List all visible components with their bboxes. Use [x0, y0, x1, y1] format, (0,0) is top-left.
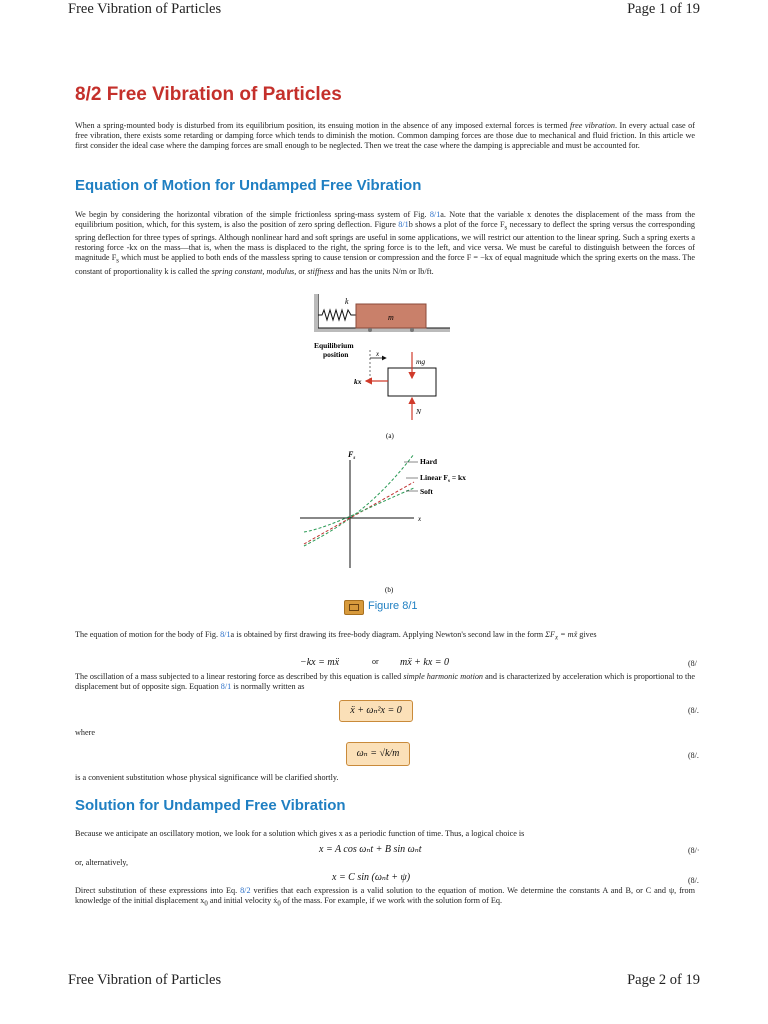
page-header [0, 1, 768, 21]
header-title: Free Vibration of Particles [68, 1, 222, 17]
soft-spring-curve [304, 488, 414, 532]
legend-linear: Linear $F_s$ = kx [420, 473, 466, 484]
normal-N-label: N [416, 407, 422, 416]
p1-text-6: and has the units N/m or lb/ft. [333, 266, 434, 276]
paragraph-shm [75, 672, 695, 692]
p3-em-shm: simple harmonic motion [403, 672, 484, 681]
equilibrium-label: Equilibrium [314, 341, 354, 350]
equation-1-right: mẍ + kx = 0 [400, 657, 450, 668]
equation-4: x = A cos ωₙt + B sin ωₙt [319, 844, 422, 855]
spring-icon [318, 310, 356, 320]
p3-text-1: The oscillation of a mass subjected to a linear restoring force as described by this equation is called [75, 672, 404, 681]
paragraph-alternatively: or, alternatively, [75, 858, 129, 867]
legend-hard: Hard [420, 457, 438, 466]
equation-2-box: ẍ + ωₙ²x = 0 [339, 700, 413, 722]
p1-em-stiffness: stiffness [307, 266, 334, 276]
p2-text-1: The equation of motion for the body of Fig. [75, 630, 221, 639]
intro-paragraph [75, 121, 695, 151]
p2-mx: = mẍ [558, 630, 578, 639]
kx-label: kx [354, 377, 362, 386]
link-eq-8-1[interactable]: 8/1 [220, 681, 232, 691]
p1-text-5: or [296, 266, 308, 276]
equation-2-number: (8/. [688, 706, 699, 715]
mass-m-label: m [388, 313, 394, 322]
where-text: where [75, 728, 96, 737]
equation-5: x = C sin (ωₙt + ψ) [332, 872, 411, 883]
free-body-diagram [314, 341, 436, 440]
page-footer [0, 972, 768, 992]
link-fig-8-1a-2[interactable]: 8/1 [220, 630, 231, 639]
equation-3-box: ωₙ = √k/m [346, 742, 410, 766]
intro-text-2: . In every actual case of free vibration, there exists some retarding or damping force which tends to diminish the motion. Common damping forces are those due to mechanical and fluid friction. In this article we first consider the ideal case where the damping forces are small enough to be neglected. Then we treat the case where the damping is appreciable and must be accounted for. [75, 121, 695, 150]
hard-spring-curve [304, 454, 414, 546]
paragraph-substitution: is a convenient substitution whose physical significance will be clarified shortly. [75, 773, 339, 782]
legend-soft: Soft [420, 487, 433, 496]
p7-text-4: of the mass. For example, if we work with the solution form of Eq. [280, 895, 503, 905]
equation-5-number: (8/. [688, 876, 699, 885]
paragraph-periodic: Because we anticipate an oscillatory motion, we look for a solution which gives x as a periodic function of time. Thus, a logical choice is [75, 829, 525, 838]
p1-text-4: which must be applied to both ends of the massless spring to cause tension or compression and the force F = −kx of equal magnitude which the spring exerts on the mass. The constant of proportionality k is called the [75, 253, 695, 276]
paragraph-spring-mass: We begin by considering the horizontal vibration of the simple frictionless spring-mass system of Fig. 8/1a. Note that the variable x denotes the displacement of the mass from the equilibrium position, which, for this system, is also the position of zero spring deflection. Figure 8/1b shows a plot of the force $F_s$ necessary to deflect the spring versus the corresponding spring deflection for three types of springs. Although nonlinear hard and soft springs are useful in some applications, we will restrict our attention to the linear spring. Such a spring exerts a restoring force -kx on the mass—that is, when the mass is displaced to the right, the spring force is to the left, and vice versa. We must be careful to distinguish between the forces of magnitude $F_s$ which must be applied to both ends of the massless spring to cause tension or compression and the force F = −kx of equal magnitude which the spring exerts on the mass. The constant of proportionality k is called the spring constant, modulus, or stiffness and has the units N/m or lb/ft. [75, 210, 696, 276]
spring-k-label: k [345, 297, 349, 306]
figure-enlarge-icon[interactable] [344, 600, 364, 615]
p3-text-2: and is characterized by acceleration which is proportional to the displacement but of opposite sign. Equation [75, 672, 695, 691]
figure-caption-link[interactable]: Figure 8/1 [368, 600, 418, 612]
p7-text-3: and initial velocity ẋ [207, 895, 278, 905]
equation-3-number: (8/. [688, 751, 699, 760]
linear-spring-line [304, 482, 414, 544]
link-fig-8-1a[interactable]: 8/1 [429, 210, 441, 219]
p2-text-3: gives [577, 630, 597, 639]
paragraph-equation-of-motion: The equation of motion for the body of Fig. 8/1a is obtained by first drawing its free-body diagram. Applying Newton's second law in the form $\Sigma F_x$ = mẍ gives [75, 630, 597, 642]
p2-text-2: a is obtained by first drawing its free-body diagram. Applying Newton's second law in the form [230, 630, 546, 639]
p7-text-1: Direct substitution of these expressions into Eq. [75, 886, 241, 895]
equation-1-number: (8/ [688, 659, 697, 668]
spring-mass-system [314, 294, 450, 332]
heading-undamped-equation: Equation of Motion for Undamped Free Vibration [75, 177, 422, 194]
p7-text-2: verifies that each expression is a valid solution to the equation of motion. We determine the constants A and B, or C and ψ, from knowledge of the initial displacement x [75, 886, 695, 905]
p1-text-3: b shows a plot of the force F [408, 219, 505, 229]
displacement-x-label: x [376, 350, 380, 358]
footer-title: Free Vibration of Particles [68, 972, 222, 988]
equation-1-left: −kx = mẍ [300, 657, 340, 668]
heading-solution-undamped: Solution for Undamped Free Vibration [75, 797, 346, 814]
p1-em-spring-constant: spring constant, modulus, [211, 266, 297, 276]
axis-Fs-label: $F_s$ [348, 450, 356, 461]
header-page-number: Page 1 of 19 [627, 1, 700, 17]
intro-text-1: When a spring-mounted body is disturbed from its equilibrium position, its ensuing motion in the absence of any imposed external forces is termed [75, 121, 570, 130]
equation-1-or: or [372, 657, 379, 666]
position-label: position [323, 350, 349, 359]
p1-text-1: We begin by considering the horizontal vibration of the simple frictionless spring-mass system of Fig. [75, 210, 430, 219]
paragraph-direct-substitution: Direct substitution of these expressions into Eq. 8/2 verifies that each expression is a valid solution to the equation of motion. We determine the constants A and B, or C and ψ, from knowledge of the initial displacement $x_0$ and initial velocity ẋ$_0$ of the mass. For example, if we work with the solution form of Eq. [75, 886, 695, 908]
p1-text-2: a. Note that the variable x denotes the displacement of the mass from the equilibrium position, which, for this system, is also the position of zero spring deflection. Figure [75, 210, 695, 229]
figure-8-1-diagram [290, 292, 510, 596]
intro-em-free-vibration: free vibration [569, 121, 615, 130]
mg-label: mg [416, 357, 426, 366]
link-eq-8-2[interactable]: 8/2 [240, 886, 251, 895]
p1-text-3b: necessary to deflect the spring versus the corresponding spring deflection for three types of springs. Although nonlinear hard and soft springs are useful in some applications, we will restrict our attention to the linear spring. Such a spring exerts a restoring force -kx on the mass—that is, when the mass is displaced to the right, the spring force is to the left, and vice versa. We must be careful to distinguish between the forces of magnitude F [75, 219, 696, 263]
fig-b-label: (b) [385, 586, 394, 594]
p3-text-3: is normally written as [231, 681, 305, 691]
footer-page-number: Page 2 of 19 [627, 972, 700, 988]
axis-x-label: x [418, 515, 422, 523]
section-title: 8/2 Free Vibration of Particles [75, 84, 342, 105]
fig-a-label: (a) [386, 432, 394, 440]
equation-4-number: (8/· [688, 846, 700, 855]
link-fig-8-1b[interactable]: 8/1 [398, 219, 409, 229]
p2-sum-f: ΣF [545, 630, 556, 639]
force-deflection-plot [300, 450, 466, 594]
